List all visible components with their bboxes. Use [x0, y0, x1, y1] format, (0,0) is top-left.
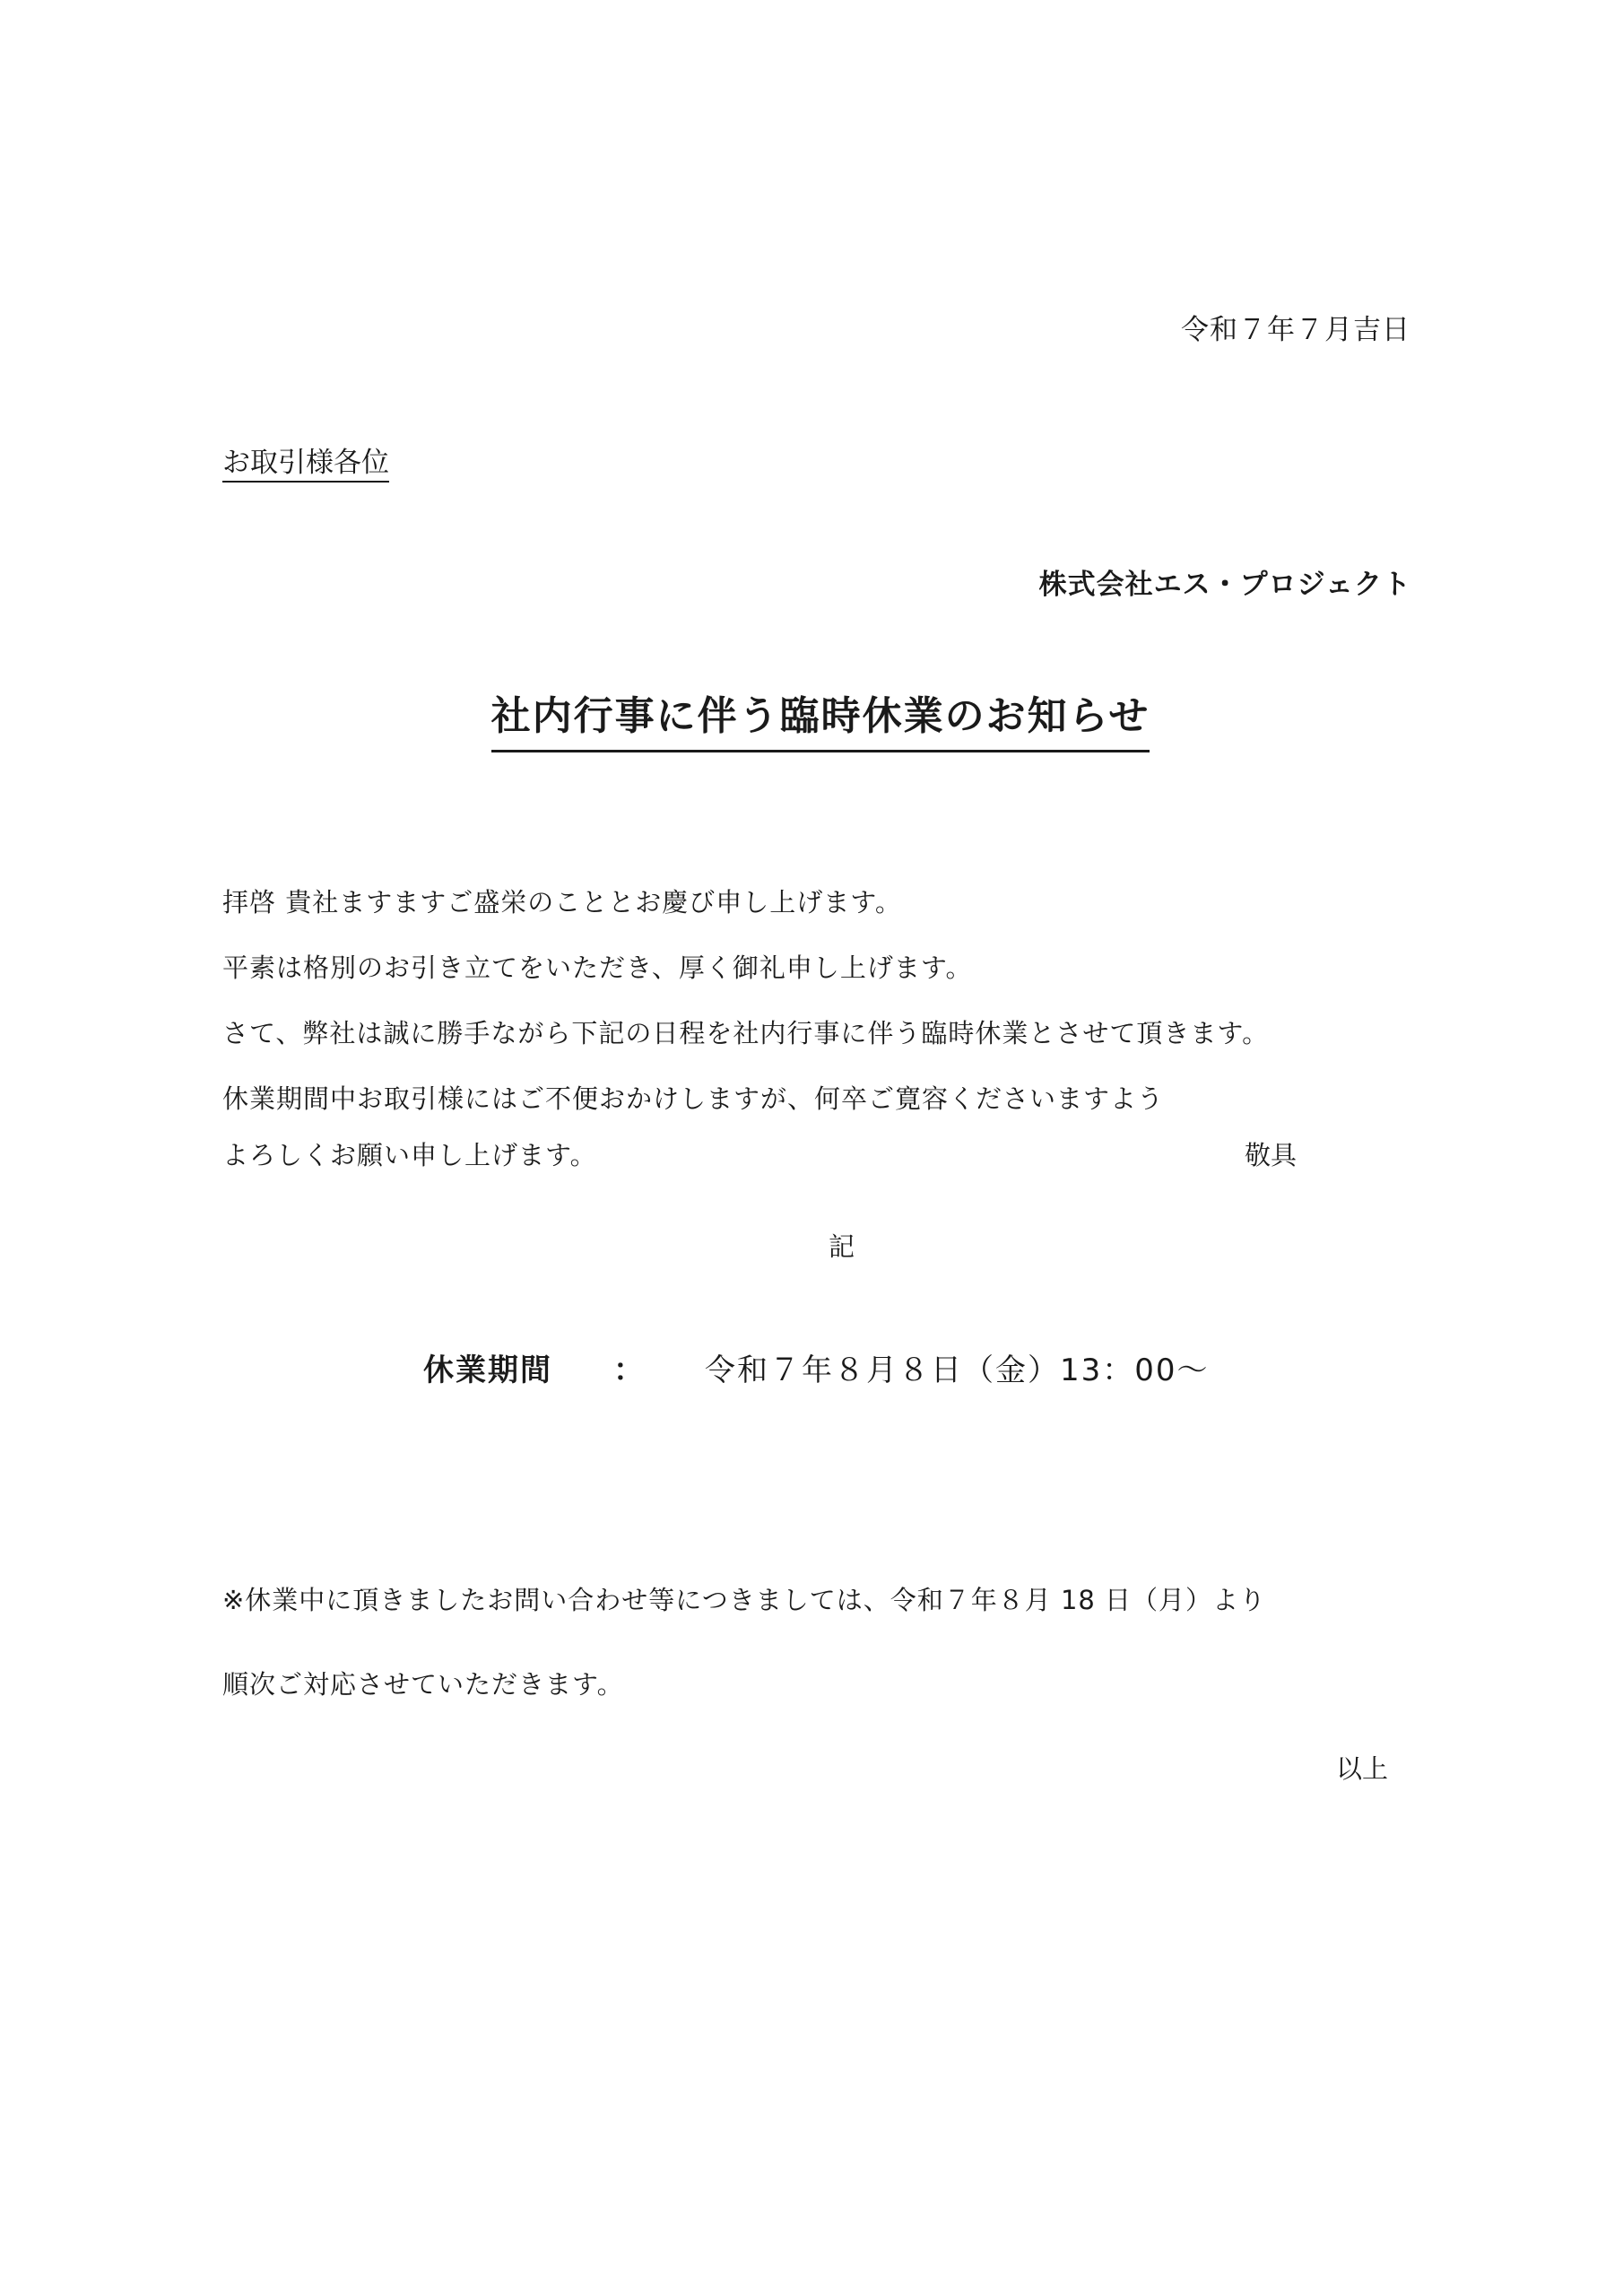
body-line-announcement: さて、弊社は誠に勝手ながら下記の日程を社内行事に伴う臨時休業とさせて頂きます。: [222, 1018, 1270, 1048]
note-line-1: ※休業中に頂きましたお問い合わせ等につきましては、令和７年８月 18 日（月）より: [222, 1585, 1267, 1615]
body-line-apology: 休業期間中お取引様にはご不便おかけしますが、何卒ご寛容くださいますよう: [222, 1083, 1165, 1114]
ki-heading: 記: [829, 1231, 855, 1262]
company-name: 株式会社エス・プロジェクト: [1038, 569, 1411, 601]
body-line-greeting: 拝啓 貴社ますますご盛栄のこととお慶び申し上げます。: [222, 887, 902, 918]
note-line-2: 順次ご対応させていただきます。: [222, 1669, 624, 1700]
body-line-request: よろしくお願い申し上げます。: [222, 1140, 597, 1170]
document-title: 社内行事に伴う臨時休業のお知らせ: [491, 683, 1150, 752]
end-mark: 以上: [1335, 1753, 1388, 1784]
document-date: 令和７年７月吉日: [1181, 314, 1410, 346]
closing-keigu: 敬具: [1245, 1140, 1298, 1170]
closure-period-label: 休業期間: [423, 1352, 552, 1388]
title-block: [0, 683, 1623, 752]
closure-period-value: 令和７年８月８日（金）13：00～: [705, 1352, 1210, 1388]
closure-period-colon: ：: [613, 1352, 644, 1388]
addressee: お取引様各位: [222, 447, 389, 479]
body-line-thanks: 平素は格別のお引き立てをいただき、厚く御礼申し上げます。: [222, 952, 973, 983]
